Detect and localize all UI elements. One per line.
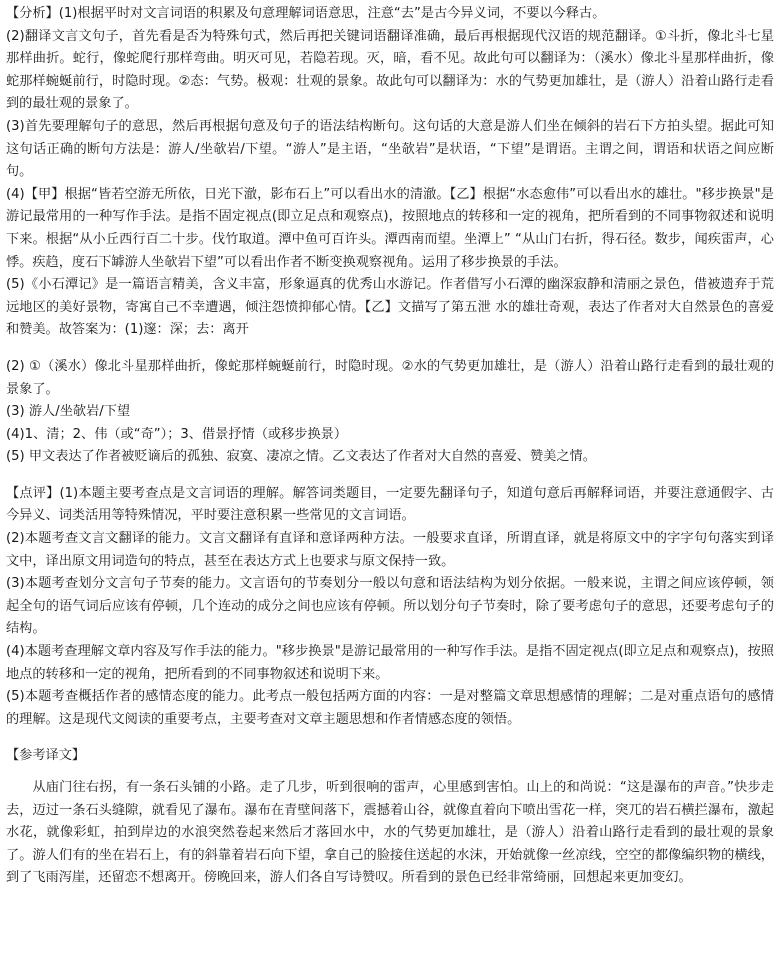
section-spacer — [6, 731, 774, 745]
translation-body: 从庙门往右拐，有一条石头铺的小路。走了几步，听到很响的雷声，心里感到害怕。山上的和尚说：“这是瀑布的声音。”快步走去，迈过一条石头缝隙，就看见了瀑布。瀑布在青壁间落下，震撼着山谷，就像直着向下喷出雪花一样，突兀的岩石横拦瀑布，激起水花，就像彩虹，拍到岸边的水浪突然卷起来然后才落回水中，水的气势更加雄壮，是（游人）沿着山路行走看到的最壮观的景象了。游人们有的坐在岩石上，有的斜靠着岩石向下望，拿自己的脸接住送起的水沫，开始就像一丝凉线，空空的都像编织物的横线，到了飞雨泻崖，还留恋不想离开。傍晚回来，游人们各自写诗赞叹。所看到的景色已经非常绮丽，回想起来更加变幻。 — [6, 780, 774, 886]
analysis-paragraph-1: 【分析】(1)根据平时对文言词语的积累及句意理解词语意思，注意“去”是古今异义词，不要以今释古。 — [6, 6, 606, 21]
analysis-section — [6, 3, 774, 342]
comment-paragraph-4: (4)本题考查理解文章内容及写作手法的能力。"移步换景"是游记最常用的一种写作手法。是指不固定视点(即立足点和观察点)，按照地点的转移和一定的视角，把所看到的不同事物叙述和说明下来。 — [6, 644, 774, 682]
analysis-paragraph-4: (4)【甲】根据“皆若空游无所依，日光下澈，影布石上”可以看出水的清澈。【乙】根据“水态愈伟”可以看出水的雄壮。"移步换景"是游记最常用的一种写作手法。是指不固定视点(即立足点和观察点)，按照地点的转移和一定的视角，把所看到的不同事物叙述和说明下来。根据“从小丘西行百二十步。伐竹取道。潭中鱼可百许头。潭西南而望。坐潭上” “从山门右折，得石径。数步，闻疾雷声，心悸。疾趋，度石下罅游人坐欹岩下望”可以看出作者不断变换观察视角。运用了移步换景的手法。 — [6, 186, 774, 270]
answer-paragraph-2: (2) ①（溪水）像北斗星那样曲折，像蛇那样蜿蜒前行，时隐时现。②水的气势更加雄壮，是（游人）沿着山路行走看到的最壮观的景象了。 — [6, 358, 774, 397]
analysis-paragraph-3: (3)首先要理解句子的意思，然后再根据句意及句子的语法结构断句。这句话的大意是游人们坐在倾斜的岩石下方拍头望。据此可知这句话正确的断句方法是：游人/坐欹岩/下望。“游人”是主语，“坐欹岩”是状语，“下望”是谓语。主谓之间，谓语和状语之间应断句。 — [6, 118, 774, 180]
analysis-paragraph-2: (2)翻译文言文句子，首先看是否为特殊句式，然后再把关键词语翻译准确，最后再根据现代汉语的规范翻译。①斗折，像北斗七星那样曲折。蛇行，像蛇爬行那样弯曲。明灭可见，若隐若现。灭，暗，看不见。故此句可以翻译为：（溪水）像北斗星那样曲折，像蛇那样蜿蜒前行，时隐时现。②态：气势。极观：壮观的景象。故此句可以翻译为：水的气势更加雄壮，是（游人）沿着山路行走看到的最壮观的景象了。 — [6, 28, 774, 112]
answer-paragraph-5: (5) 甲文表达了作者被贬谪后的孤独、寂寞、凄凉之情。乙文表达了作者对大自然的喜爱、赞美之情。 — [6, 449, 596, 465]
answer-paragraph-4: (4)1、清；2、伟（或“奇”）；3、借景抒情（或移步换景） — [6, 426, 348, 442]
translation-heading: 【参考译文】 — [6, 748, 86, 764]
comment-paragraph-1: 【点评】(1)本题主要考查点是文言词语的理解。解答词类题目，一定要先翻译句子，知道句意后再解释词语，并要注意通假字、古今异义、词类活用等特殊情况，平时要注意积累一些常见的文言词语。 — [6, 485, 774, 524]
analysis-paragraph-5: (5)《小石潭记》是一篇语言精美，含义丰富，形象逼真的优秀山水游记。作者借写小石潭的幽深寂静和清丽之景色，借被遗弃于荒远地区的美好景物，寄寓自己不幸遭遇，倾注怨愤抑郁心情。【乙】文描写了第五泄 水的雄壮奇观，表达了作者对大自然景色的喜爱和赞美。故答案为：(1)邃：深；去：离开 — [6, 277, 774, 338]
section-spacer — [6, 342, 774, 356]
comment-section — [6, 483, 774, 732]
comment-paragraph-3: (3)本题考查划分文言句子节奏的能力。文言语句的节奏划分一般以句意和语法结构为划分依据。一般来说，主谓之间应该停顿，领起全句的语气词后应该有停顿，几个连动的成分之间也应该有停顿。所以划分句子节奏时，除了要考虑句子的意思，还要考虑句子的结构。 — [6, 576, 774, 637]
comment-paragraph-5: (5)本题考查概括作者的感情态度的能力。此考点一般包括两方面的内容：一是对整篇文章思想感情的理解；二是对重点语句的感情的理解。这是现代文阅读的重要考点，主要考查对文章主题思想和作者情感态度的领悟。 — [6, 689, 774, 727]
section-spacer — [6, 469, 774, 483]
translation-section — [6, 745, 774, 890]
comment-paragraph-2: (2)本题考查文言文翻译的能力。文言文翻译有直译和意译两种方法。一般要求直译，所谓直译，就是将原文中的字字句句落实到译文中，译出原文用词造句的特点，甚至在表达方式上也要求与原文保持一致。 — [6, 531, 774, 569]
answer-paragraph-3: (3) 游人/坐欹岩/下望 — [6, 404, 131, 420]
heading-spacer — [6, 768, 774, 777]
answers-section — [6, 356, 774, 469]
